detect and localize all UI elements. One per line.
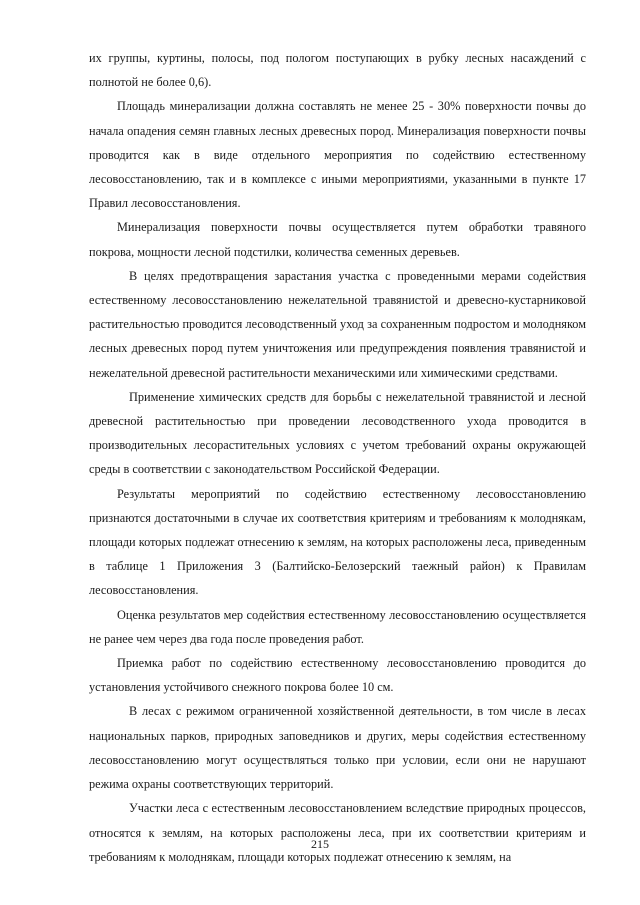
paragraph-5: Применение химических средств для борьбы с нежелательной травянистой и лесной древесной растительностью при проведении лесоводственного ухода проводится в производительных лесорастительных условиях с учетом требований охраны окружающей среды в соответствии с законодательством Российской Федерации. (89, 389, 586, 477)
paragraph-2: Площадь минерализации должна составлять не менее 25 - 30% поверхности почвы до начала опадения семян главных лесных древесных пород. Минерализация поверхности почвы проводится как в виде отдельного мероприятия по содействию естественному лесовосстановлению, так и в комплексе с иными мероприятиями, указанными в пункте 17 Правил лесовосстановления. (89, 99, 586, 211)
paragraph-9: В лесах с режимом ограниченной хозяйственной деятельности, в том числе в лесах национальных парков, природных заповедников и других, меры содействия естественному лесовосстановлению могут осуществляться только при условии, если они не нарушают режима охраны соответствующих территорий. (89, 704, 586, 792)
paragraph-1: их группы, куртины, полосы, под пологом поступающих в рубку лесных насаждений с полнотой не более 0,6). (89, 51, 586, 90)
page-number: 215 (311, 837, 329, 851)
paragraph-6: Результаты мероприятий по содействию естественному лесовосстановлению признаются достаточными в случае их соответствия критериям и требованиям к молоднякам, площади которых подлежат отнесению к землям, на которых расположены леса, приведенным в таблице 1 Приложения 3 (Балтийско-Белозерский таежный район) к Правилам лесовосстановления. (89, 486, 586, 598)
paragraph-8: Приемка работ по содействию естественному лесовосстановлению проводится до установления устойчивого снежного покрова более 10 см. (89, 656, 586, 695)
paragraph-4: В целях предотвращения зарастания участка с проведенными мерами содействия естественному лесовосстановлению нежелательной травянистой и древесно-кустарниковой растительностью проводится лесоводственный уход за сохраненным подростом и молодняком лесных древесных пород путем уничтожения или предупреждения появления травянистой и нежелательной древесной растительности механическими или химическими средствами. (89, 268, 586, 380)
paragraph-3: Минерализация поверхности почвы осуществляется путем обработки травяного покрова, мощности лесной подстилки, количества семенных деревьев. (89, 220, 586, 259)
paragraph-10: Участки леса с естественным лесовосстановлением вследствие природных процессов, относятся к землям, на которых расположены леса, при их соответствии критериям и требованиям к молоднякам, площади которых подлежат отнесению к землям, на (89, 801, 586, 864)
paragraph-7: Оценка результатов мер содействия естественному лесовосстановлению осуществляется не ранее чем через два года после проведения работ. (89, 607, 586, 646)
document-page (89, 46, 586, 869)
